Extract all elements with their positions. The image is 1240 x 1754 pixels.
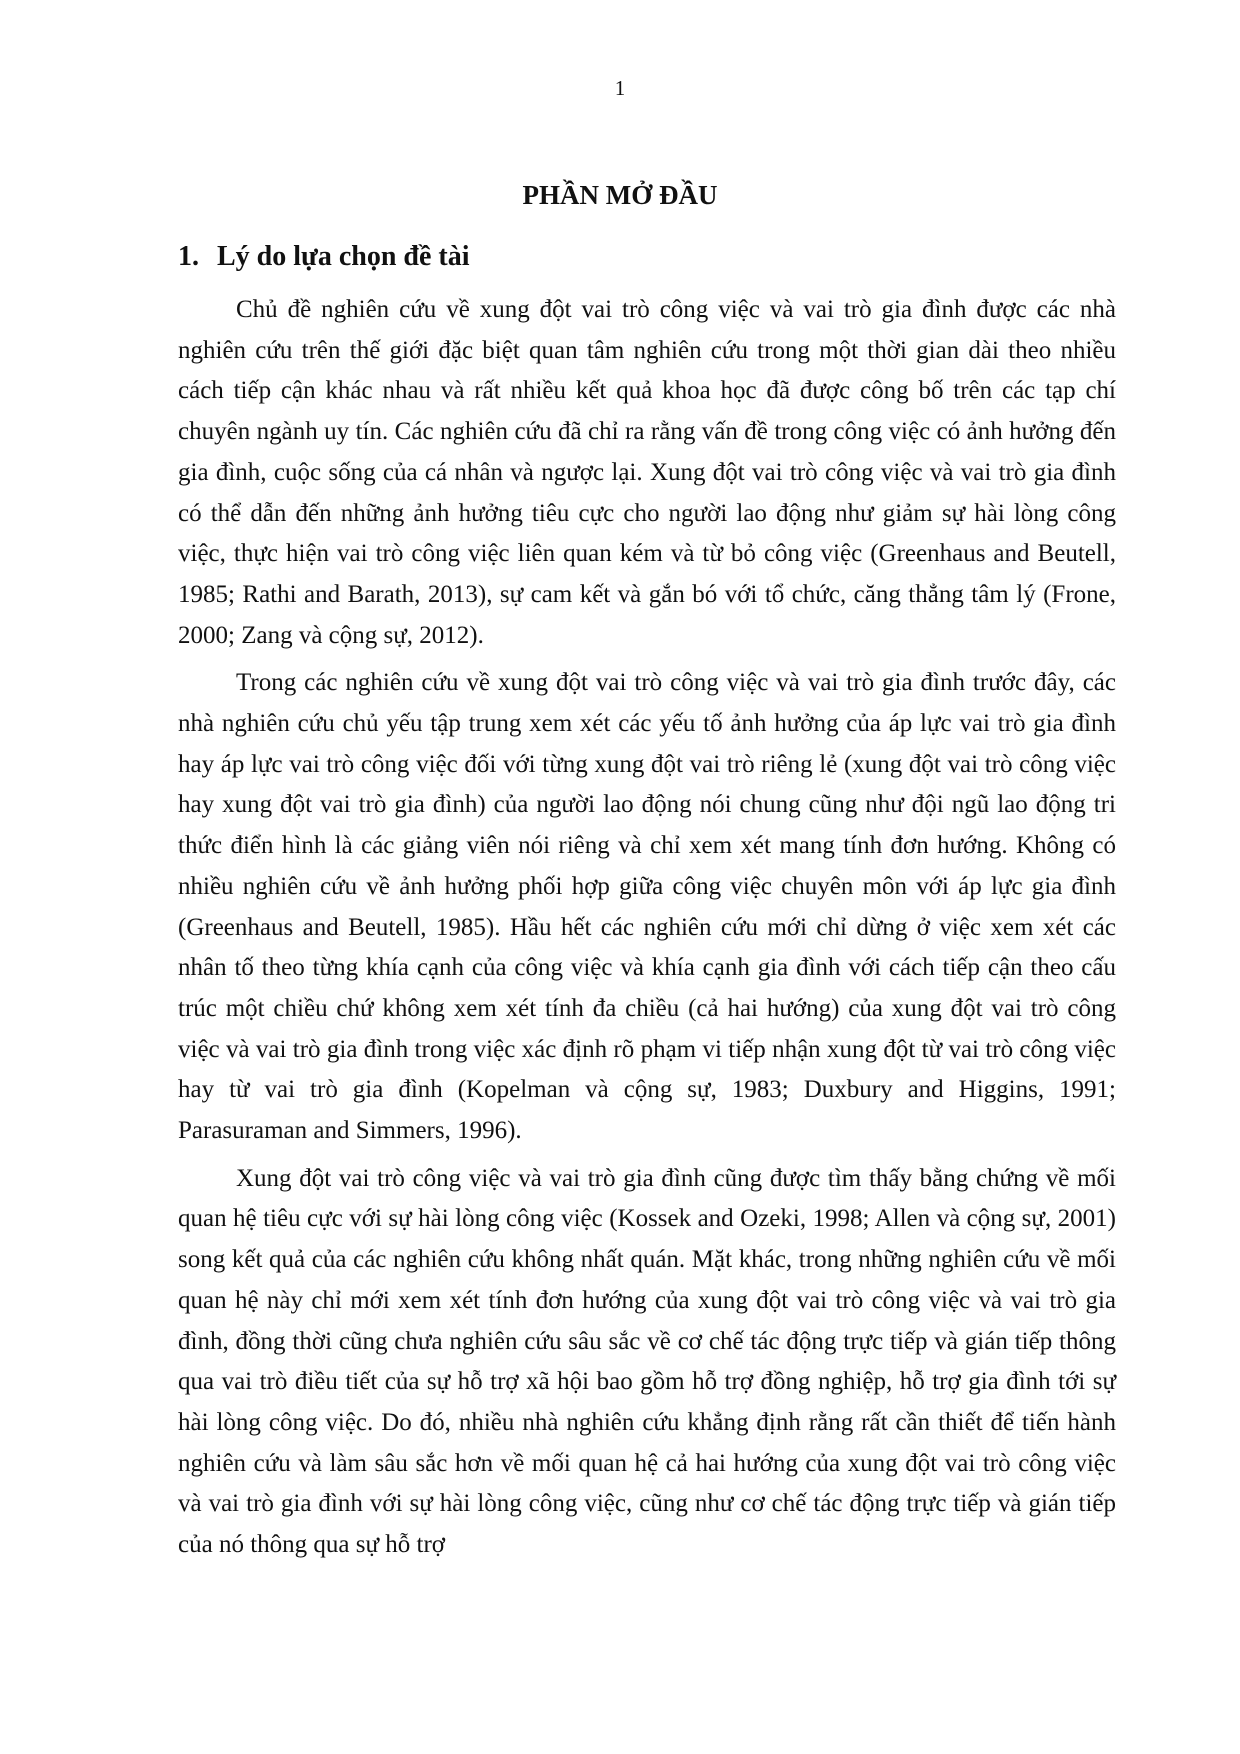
- paragraph-2: Trong các nghiên cứu về xung đột vai trò công việc và vai trò gia đình trước đây, các nhà nghiên cứu chủ yếu tập trung xem xét các yếu tố ảnh hưởng của áp lực vai trò gia đình hay áp lực vai trò công việc đối với từng xung đột vai trò riêng lẻ (xung đột vai trò công việc hay xung đột vai trò gia đình) của người lao động nói chung cũng như đội ngũ lao động tri thức điển hình là các giảng viên nói riêng và chỉ xem xét mang tính đơn hướng. Không có nhiều nghiên cứu về ảnh hưởng phối hợp giữa công việc chuyên môn với áp lực gia đình (Greenhaus and Beutell, 1985). Hầu hết các nghiên cứu mới chỉ dừng ở việc xem xét các nhân tố theo từng khía cạnh của công việc và khía cạnh gia đình với cách tiếp cận theo cấu trúc một chiều chứ không xem xét tính đa chiều (cả hai hướng) của xung đột vai trò công việc và vai trò gia đình trong việc xác định rõ phạm vi tiếp nhận xung đột từ vai trò công việc hay từ vai trò gia đình (Kopelman và cộng sự, 1983; Duxbury and Higgins, 1991; Parasuraman and Simmers, 1996).: [178, 669, 1116, 1145]
- section-number: 1.: [178, 241, 199, 272]
- body-text: [178, 290, 1116, 1573]
- section-title: Lý do lựa chọn đề tài: [217, 241, 470, 272]
- paragraph-3: Xung đột vai trò công việc và vai trò gia đình cũng được tìm thấy bằng chứng về mối quan hệ tiêu cực với sự hài lòng công việc (Kossek and Ozeki, 1998; Allen và cộng sự, 2001) song kết quả của các nghiên cứu không nhất quán. Mặt khác, trong những nghiên cứu về mối quan hệ này chỉ mới xem xét tính đơn hướng của xung đột vai trò công việc và vai trò gia đình, đồng thời cũng chưa nghiên cứu sâu sắc về cơ chế tác động trực tiếp và gián tiếp thông qua vai trò điều tiết của sự hỗ trợ xã hội bao gồm hỗ trợ đồng nghiệp, hỗ trợ gia đình tới sự hài lòng công việc. Do đó, nhiều nhà nghiên cứu khẳng định rằng rất cần thiết để tiến hành nghiên cứu và làm sâu sắc hơn về mối quan hệ cả hai hướng của xung đột vai trò công việc và vai trò gia đình với sự hài lòng công việc, cũng như cơ chế tác động trực tiếp và gián tiếp của nó thông qua sự hỗ trợ: [178, 1164, 1116, 1559]
- part-title: PHẦN MỞ ĐẦU: [522, 180, 718, 210]
- paragraph-1: Chủ đề nghiên cứu về xung đột vai trò công việc và vai trò gia đình được các nhà nghiên cứu trên thế giới đặc biệt quan tâm nghiên cứu trong một thời gian dài theo nhiều cách tiếp cận khác nhau và rất nhiều kết quả khoa học đã được công bố trên các tạp chí chuyên ngành uy tín. Các nghiên cứu đã chỉ ra rằng vấn đề trong công việc có ảnh hưởng đến gia đình, cuộc sống của cá nhân và ngược lại. Xung đột vai trò công việc và vai trò gia đình có thể dẫn đến những ảnh hưởng tiêu cực cho người lao động như giảm sự hài lòng công việc, thực hiện vai trò công việc liên quan kém và từ bỏ công việc (Greenhaus and Beutell, 1985; Rathi and Barath, 2013), sự cam kết và gắn bó với tổ chức, căng thẳng tâm lý (Frone, 2000; Zang và cộng sự, 2012).: [178, 296, 1116, 649]
- section-heading: [178, 240, 470, 274]
- page-number: 1: [614, 76, 626, 100]
